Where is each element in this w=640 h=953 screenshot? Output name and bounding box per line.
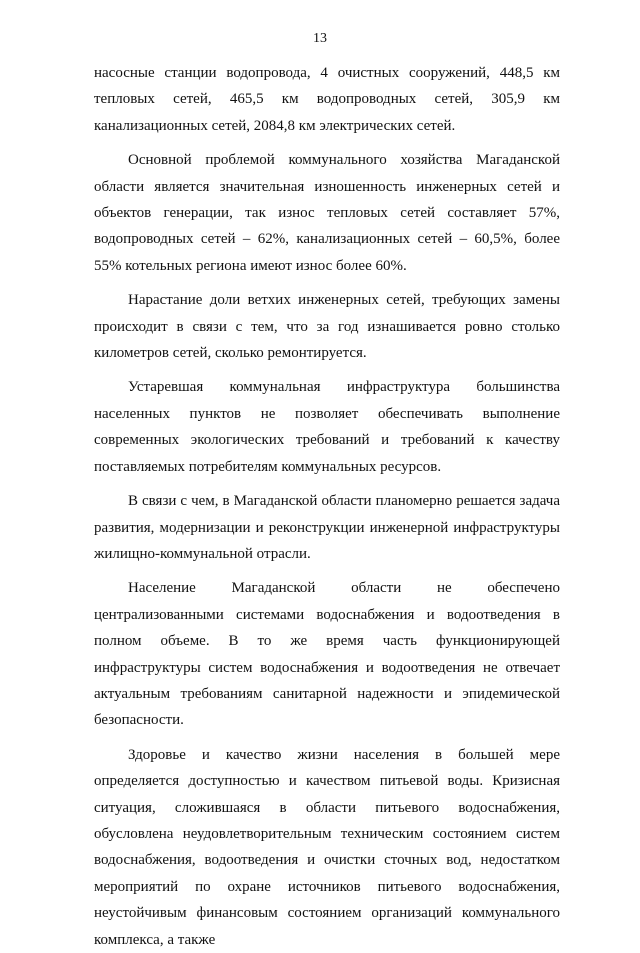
paragraph-water-supply: Население Магаданской области не обеспечено централизованными системами водоснабжения и водоотведения в полном объеме. В то же время часть функционирующей инфраструктуры систем водоснабжения и водоотведения не отвечает актуальным требованиям санитарной надежности и эпидемической безопасности. (94, 580, 560, 729)
paragraph-continuation: насосные станции водопровода, 4 очистных сооружений, 448,5 км тепловых сетей, 465,5 км водопроводных сетей, 305,9 км канализационных сетей, 2084,8 км электрических сетей. (94, 65, 560, 134)
paragraph-aging-networks: Нарастание доли ветхих инженерных сетей, требующих замены происходит в связи с тем, что за год изнашивается ровно столько километров сетей, сколько ремонтируется. (94, 292, 560, 362)
paragraph-modernization: В связи с чем, в Магаданской области планомерно решается задача развития, модернизации и реконструкции инженерной инфраструктуры жилищно-коммунальной отрасли. (94, 493, 560, 562)
paragraph-outdated-infrastructure: Устаревшая коммунальная инфраструктура большинства населенных пунктов не позволяет обеспечивать выполнение современных экологических требований и требований к качеству поставляемых потребителям коммунальных ресурсов. (94, 379, 560, 475)
page-number: 13 (313, 31, 327, 46)
paragraph-drinking-water: Здоровье и качество жизни населения в большей мере определяется доступностью и качеством питьевой воды. Кризисная ситуация, сложившаяся в области питьевого водоснабжения, обусловлена неудовлетворительным техническим состоянием систем водоснабжения, водоотведения и очистки сточных вод, недостатком мероприятий по охране источников питьевого водоснабжения, неустойчивым финансовым состоянием организаций коммунального комплекса, а также (94, 746, 560, 948)
paragraph-main-problem: Основной проблемой коммунального хозяйства Магаданской области является значительная изношенность инженерных сетей и объектов генерации, так износ тепловых сетей составляет 57%, водопроводных сетей – 62%, канализационных сетей – 60,5%, более 55% котельных региона имеют износ более 60%. (94, 152, 560, 274)
document-body (94, 60, 560, 953)
